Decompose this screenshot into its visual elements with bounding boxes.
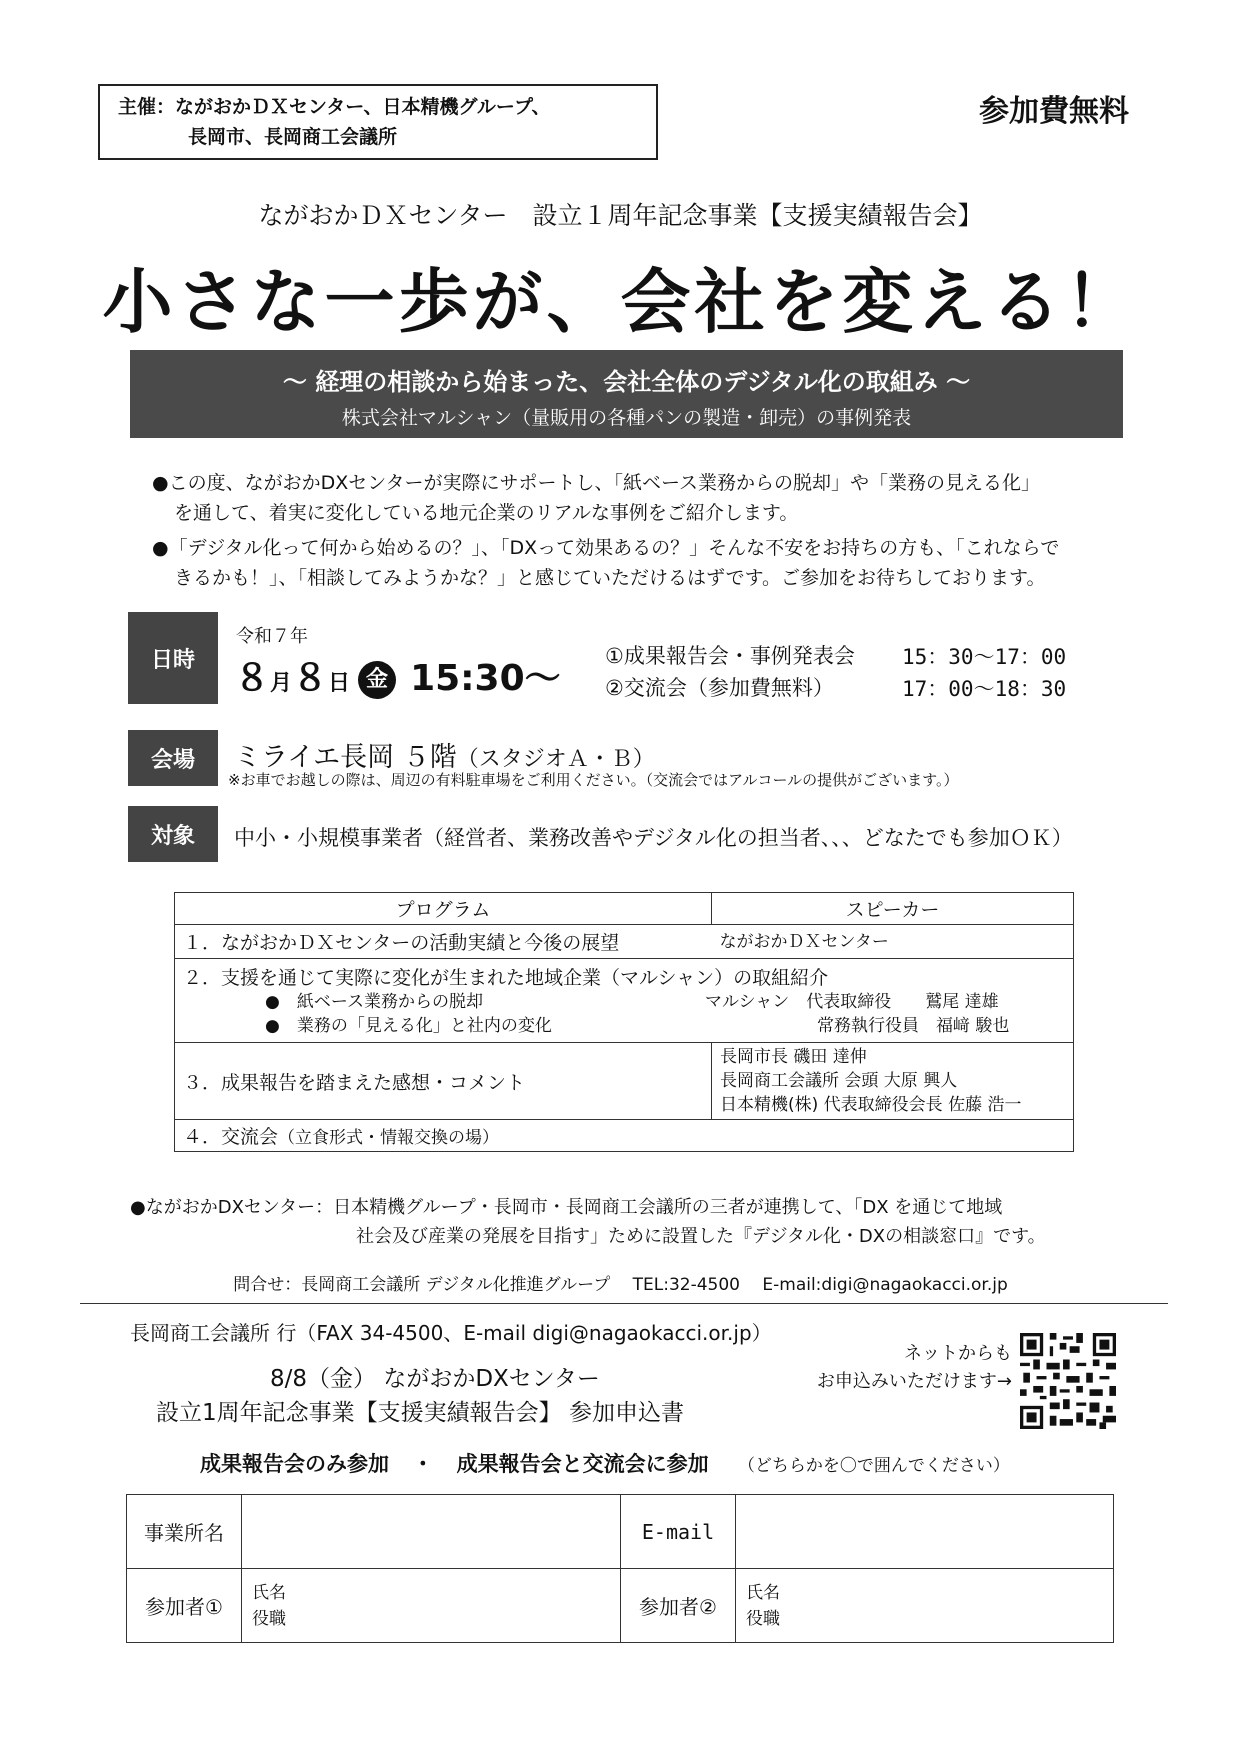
program-item-2-bullet-1: ● 紙ベース業務からの脱却: [265, 992, 483, 1012]
venue-rooms: （スタジオＡ・Ｂ）: [456, 747, 655, 772]
program-header: プログラム: [175, 893, 712, 925]
venue-note: ※お車でお越しの際は、周辺の有料駐車場をご利用ください。（交流会ではアルコールの提供がございます。）: [228, 771, 959, 789]
program-row-2: [175, 959, 1074, 1043]
program-item-2-speaker-1: マルシャン 代表取締役 鷲尾 達雄: [705, 992, 999, 1012]
program-row-4: [175, 1120, 1074, 1152]
date-month-unit: 月: [270, 671, 293, 696]
choice-report-only[interactable]: 成果報告会のみ参加: [200, 1452, 389, 1476]
fax-address: 長岡商工会議所 行（FAX 34-4500、E-mail digi@nagaokacci.or.jp）: [130, 1321, 772, 1345]
event-date: [234, 650, 561, 701]
main-title: 小さな一歩が、会社を変える！: [102, 261, 1139, 343]
program-row-1: [175, 925, 1074, 959]
form-title-line1: 8/8（金） ながおかDXセンター: [270, 1366, 600, 1392]
intro-2-line1: ●「デジタル化って何から始めるの？」、「DXって効果あるの？」そんな不安をお持ちの方も、「これならで: [152, 537, 1060, 559]
form-row-participants: [127, 1569, 1114, 1643]
target-text: 中小・小規模事業者（経営者、業務改善やデジタル化の担当者、、、どなたでも参加ＯＫ）: [234, 826, 1073, 850]
intro-paragraph-1: [152, 468, 1112, 528]
office-name-label: 事業所名: [127, 1495, 242, 1569]
contact-info: 問合せ：長岡商工会議所 デジタル化推進グループ TEL:32-4500 E-mail:digi@nagaokacci.or.jp: [233, 1275, 1008, 1295]
qr-code-icon[interactable]: [1020, 1333, 1116, 1429]
choice-report-and-networking[interactable]: 成果報告会と交流会に参加: [456, 1452, 709, 1476]
about-line1: ●ながおかDXセンター：日本精機グループ・長岡市・長岡商工会議所の三者が連携して、「DX を通じて地域: [130, 1197, 1003, 1218]
program-item-4: ４．交流会: [183, 1126, 279, 1148]
email-label: E-mail: [621, 1495, 736, 1569]
target-label: 対象: [128, 806, 218, 862]
theme-banner: [130, 350, 1123, 438]
online-apply-line2: お申込みいただけます→: [816, 1371, 1012, 1392]
choice-hint: （どちらかを〇で囲んでください）: [737, 1456, 1010, 1476]
choice-separator: ・: [412, 1452, 434, 1476]
intro-2-line2: きるかも！」、「相談してみようかな？」と感じていただけるはずです。ご参加をお待ちしております。: [174, 567, 1046, 589]
form-row-office: [127, 1495, 1114, 1569]
schedule-item-2-name: ②交流会（参加費無料）: [605, 676, 834, 700]
participant-2-label: 参加者②: [621, 1569, 736, 1643]
program-item-1-speaker: ながおかＤＸセンター: [712, 925, 1074, 959]
program-item-2-cell: [175, 959, 1074, 1043]
participant-2-field[interactable]: [736, 1569, 1114, 1643]
program-item-3: ３．成果報告を踏まえた感想・コメント: [175, 1043, 712, 1120]
intro-1-line2: を通して、着実に変化している地元企業のリアルな事例をご紹介します。: [174, 502, 799, 524]
intro-paragraph-2: [152, 533, 1112, 593]
venue-label: 会場: [128, 730, 218, 786]
program-item-3-speaker-1: 長岡市長 磯田 達伸: [720, 1047, 867, 1067]
participant-1-name-label: 氏名: [252, 1582, 286, 1603]
schedule-item-1-name: ①成果報告会・事例発表会: [605, 644, 855, 668]
intro-1-line1: ●この度、ながおかDXセンターが実際にサポートし、「紙ベース業務からの脱却」や「業務の見える化」: [152, 472, 1041, 494]
participation-choice: [200, 1448, 1010, 1478]
date-day: ８: [292, 658, 329, 699]
program-item-3-speaker-3: 日本精機(株) 代表取締役会長 佐藤 浩一: [720, 1095, 1022, 1115]
application-form-table: [126, 1494, 1114, 1643]
date-day-unit: 日: [328, 671, 351, 696]
about-line2: 社会及び産業の発展を目指す」ために設置した『デジタル化・DXの相談窓口』です。: [356, 1226, 1046, 1247]
program-item-4-note: （立食形式・情報交換の場）: [278, 1128, 500, 1148]
speaker-header: スピーカー: [712, 893, 1074, 925]
date-month: ８: [234, 658, 271, 699]
program-item-4-cell: [175, 1120, 1074, 1152]
organizer-line1: 主催：ながおかＤＸセンター、日本精機グループ、: [118, 96, 551, 118]
program-item-3-speaker-2: 長岡商工会議所 会頭 大原 興人: [720, 1071, 958, 1091]
cut-line: [80, 1303, 1168, 1304]
participant-2-position-label: 役職: [746, 1608, 780, 1629]
fee-free-badge: 参加費無料: [979, 94, 1129, 129]
schedule-item-1-time: 15：30～17：00: [902, 645, 1067, 669]
start-time: 15:30～: [410, 658, 561, 699]
program-table: [174, 892, 1074, 1152]
participant-1-field[interactable]: [242, 1569, 621, 1643]
organizer-line2: 長岡市、長岡商工会議所: [188, 126, 398, 148]
program-item-3-speakers: [712, 1043, 1074, 1120]
weekday-badge: 金: [358, 661, 396, 699]
program-item-2-speaker-2: 常務執行役員 福﨑 駿也: [817, 1016, 1010, 1036]
schedule-item-2-time: 17：00～18：30: [902, 677, 1067, 701]
form-title-line2: 設立1周年記念事業【支援実績報告会】 参加申込書: [156, 1400, 684, 1426]
era-year: 令和７年: [236, 626, 308, 647]
office-name-field[interactable]: [242, 1495, 621, 1569]
datetime-label: 日時: [128, 612, 218, 704]
venue-building: ミライエ長岡 ５階: [234, 742, 457, 773]
participant-1-label: 参加者①: [127, 1569, 242, 1643]
program-item-2-details: [183, 990, 1065, 1038]
program-item-2: ２．支援を通じて実際に変化が生まれた地域企業（マルシャン）の取組紹介: [183, 967, 829, 989]
program-item-1: １．ながおかＤＸセンターの活動実績と今後の展望: [175, 925, 712, 959]
participant-1-position-label: 役職: [252, 1608, 286, 1629]
program-row-3: [175, 1043, 1074, 1120]
banner-theme: ～ 経理の相談から始まった、会社全体のデジタル化の取組み ～: [282, 368, 971, 396]
program-header-row: [175, 893, 1074, 925]
email-field[interactable]: [736, 1495, 1114, 1569]
organizer-box: [98, 84, 658, 160]
banner-case: 株式会社マルシャン（量販用の各種パンの製造・卸売）の事例発表: [341, 407, 912, 429]
online-apply-line1: ネットからも: [904, 1343, 1012, 1364]
online-apply-note: [786, 1340, 1012, 1396]
program-item-2-bullet-2: ● 業務の「見える化」と社内の変化: [265, 1016, 552, 1036]
event-subtitle: ながおかＤＸセンター 設立１周年記念事業【支援実績報告会】: [258, 201, 983, 230]
participant-2-name-label: 氏名: [746, 1582, 780, 1603]
